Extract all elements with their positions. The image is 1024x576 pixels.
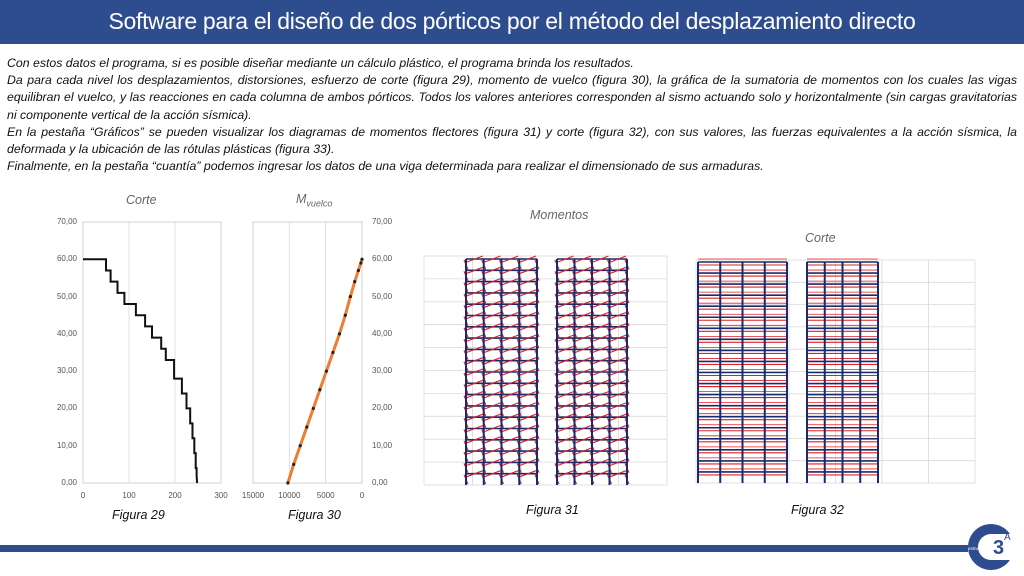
x-tick-label: 100: [122, 491, 136, 500]
x-tick-label: 15000: [241, 491, 265, 500]
figure-32-title: Corte: [805, 231, 836, 245]
y-tick-label: 40,00: [56, 328, 77, 338]
y-tick-label: 70,00: [56, 217, 77, 226]
paragraph-2: Da para cada nivel los desplazamientos, distorsiones, esfuerzo de corte (figura 29), momento de vuelco (figura 30), la gráfica de la sumatoria de momentos con los cuales las vigas equilibran el vuelco, y las reacciones en cada columna de ambos pórticos. Todos los valores anteriores corresponden al sismo actuando solo y horizontalmente (sin cargas gravitatorias ni componente vertical de la acción sísmica).: [7, 73, 1017, 122]
mvuelco-title-main: M: [296, 192, 307, 206]
x-tick-label: 5000: [316, 491, 335, 500]
page-title: Software para el diseño de dos pórticos por el método del desplazamiento directo: [108, 8, 916, 34]
y-tick-label: 60,00: [372, 254, 393, 264]
y-tick-label: 50,00: [372, 291, 393, 301]
figure-29-caption: Figura 29: [112, 508, 165, 522]
y-tick-label: 30,00: [56, 366, 77, 376]
svg-text:A: A: [1004, 532, 1011, 543]
y-tick-label: 10,00: [56, 440, 77, 450]
x-tick-label: 300: [214, 491, 228, 500]
figure-30-caption: Figura 30: [288, 508, 341, 522]
mvuelco-title-sub: vuelco: [306, 198, 333, 209]
chart-corte-title: Corte: [126, 193, 157, 207]
figure-31-title: Momentos: [530, 208, 589, 222]
paragraph-1: Con estos datos el programa, si es posible diseñar mediante un cálculo plástico, el programa brinda los resultados.: [7, 56, 634, 70]
y-tick-label: 50,00: [56, 291, 77, 301]
figure-31-caption: Figura 31: [526, 503, 579, 517]
y-tick-label: 60,00: [56, 254, 77, 264]
paragraph-3: En la pestaña “Gráficos” se pueden visualizar los diagramas de momentos flectores (figura 31) y corte (figura 32), con sus valores, las fuerzas equivalentes a la acción sísmica, la deformada y la ubicación de las rótulas plásticas (figura 33).: [7, 124, 1017, 157]
y-tick-label: 0,00: [372, 478, 388, 487]
logo-text: estructuras: [968, 546, 991, 551]
footer-bar: [0, 545, 968, 552]
y-tick-label: 0,00: [61, 478, 77, 487]
company-logo-icon: [966, 520, 1016, 572]
y-tick-label: 20,00: [372, 403, 393, 413]
x-tick-label: 0: [359, 491, 365, 500]
y-tick-label: 70,00: [372, 217, 393, 226]
figure-32-caption: Figura 32: [791, 503, 844, 517]
y-tick-label: 20,00: [56, 403, 77, 413]
paragraph-4: Finalmente, en la pestaña “cuantía” podemos ingresar los datos de una viga determinada para realizar el dimensionado de sus armaduras.: [7, 159, 764, 174]
x-tick-label: 0: [80, 491, 86, 500]
svg-text:3: 3: [993, 537, 1005, 559]
x-tick-label: 200: [168, 491, 182, 500]
y-tick-label: 40,00: [372, 328, 393, 338]
x-tick-label: 10000: [278, 491, 301, 500]
y-tick-label: 10,00: [372, 440, 393, 450]
y-tick-label: 30,00: [372, 366, 393, 376]
